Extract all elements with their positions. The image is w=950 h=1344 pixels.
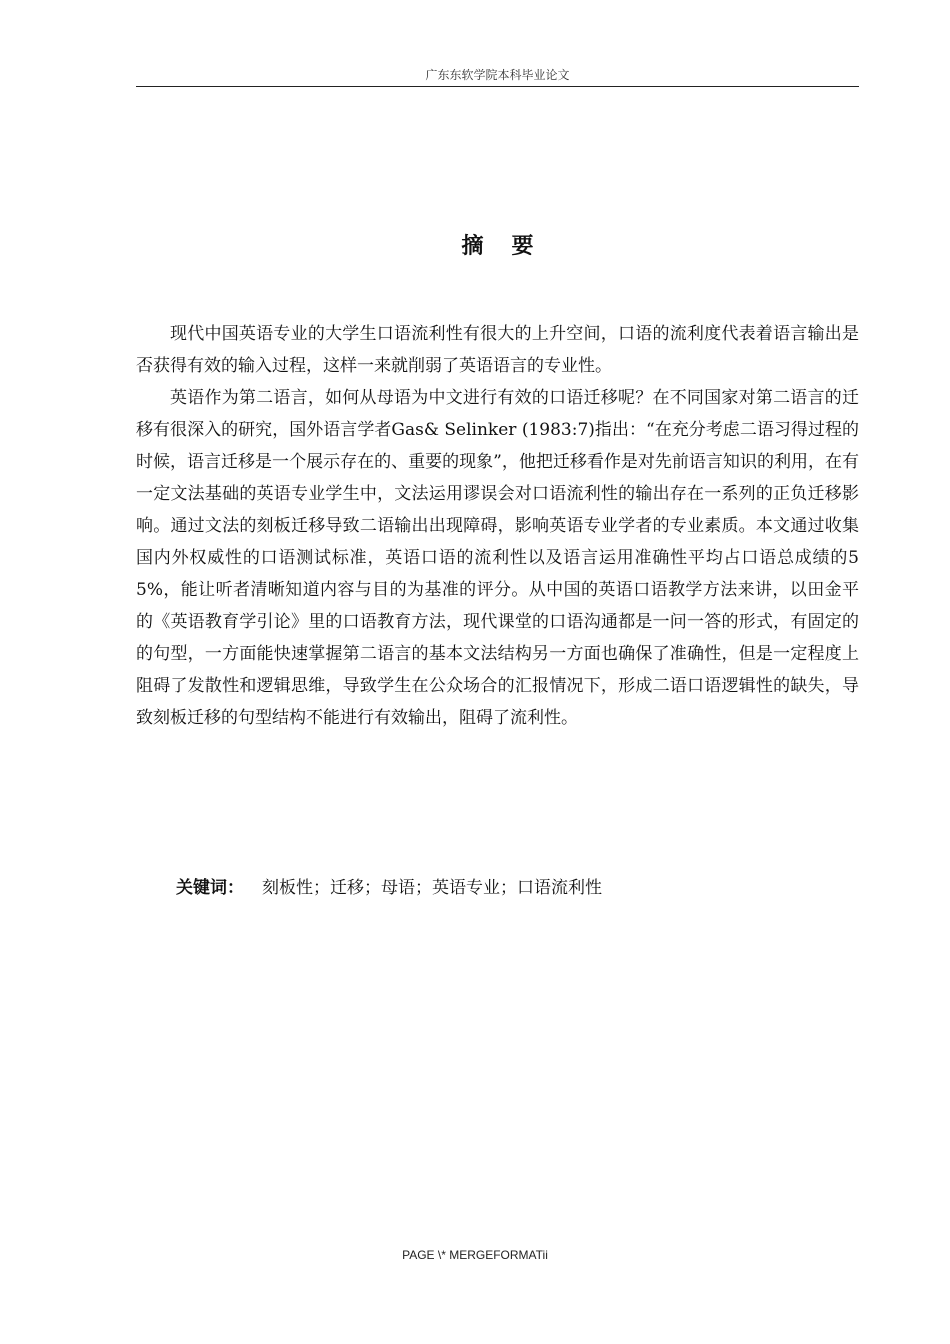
page-header: 广东东软学院本科毕业论文: [136, 66, 859, 87]
abstract-paragraph-2: 英语作为第二语言，如何从母语为中文进行有效的口语迁移呢？在不同国家对第二语言的迁移有很深入的研究，国外语言学者Gas& Selinker (1983:7)指出：“在充分考虑二语习得过程的时候，语言迁移是一个展示存在的、重要的现象”，他把迁移看作是对先前语言知识的利用，在有一定文法基础的英语专业学生中，文法运用谬误会对口语流利性的输出存在一系列的正负迁移影响。通过文法的刻板迁移导致二语输出出现障碍，影响英语专业学者的专业素质。本文通过收集国内外权威性的口语测试标准，英语口语的流利性以及语言运用准确性平均占口语总成绩的55%，能让听者清晰知道内容与目的为基准的评分。从中国的英语口语教学方法来讲，以田金平的《英语教育学引论》里的口语教育方法，现代课堂的口语沟通都是一问一答的形式，有固定的的句型，一方面能快速掌握第二语言的基本文法结构另一方面也确保了准确性，但是一定程度上阻碍了发散性和逻辑思维，导致学生在公众场合的汇报情况下，形成二语口语逻辑性的缺失，导致刻板迁移的句型结构不能进行有效输出，阻碍了流利性。: [136, 388, 859, 728]
page-footer: PAGE \* MERGEFORMATii: [402, 1248, 548, 1262]
abstract-title: 摘要: [461, 234, 562, 259]
abstract-paragraph-1: 现代中国英语专业的大学生口语流利性有很大的上升空间，口语的流利度代表着语言输出是否获得有效的输入过程，这样一来就削弱了英语语言的专业性。: [136, 324, 859, 376]
keywords-label: 关键词：: [176, 878, 244, 898]
keywords-value: 刻板性；迁移；母语；英语专业；口语流利性: [262, 878, 602, 898]
abstract-body: [136, 318, 859, 734]
keywords-line: [176, 872, 859, 904]
